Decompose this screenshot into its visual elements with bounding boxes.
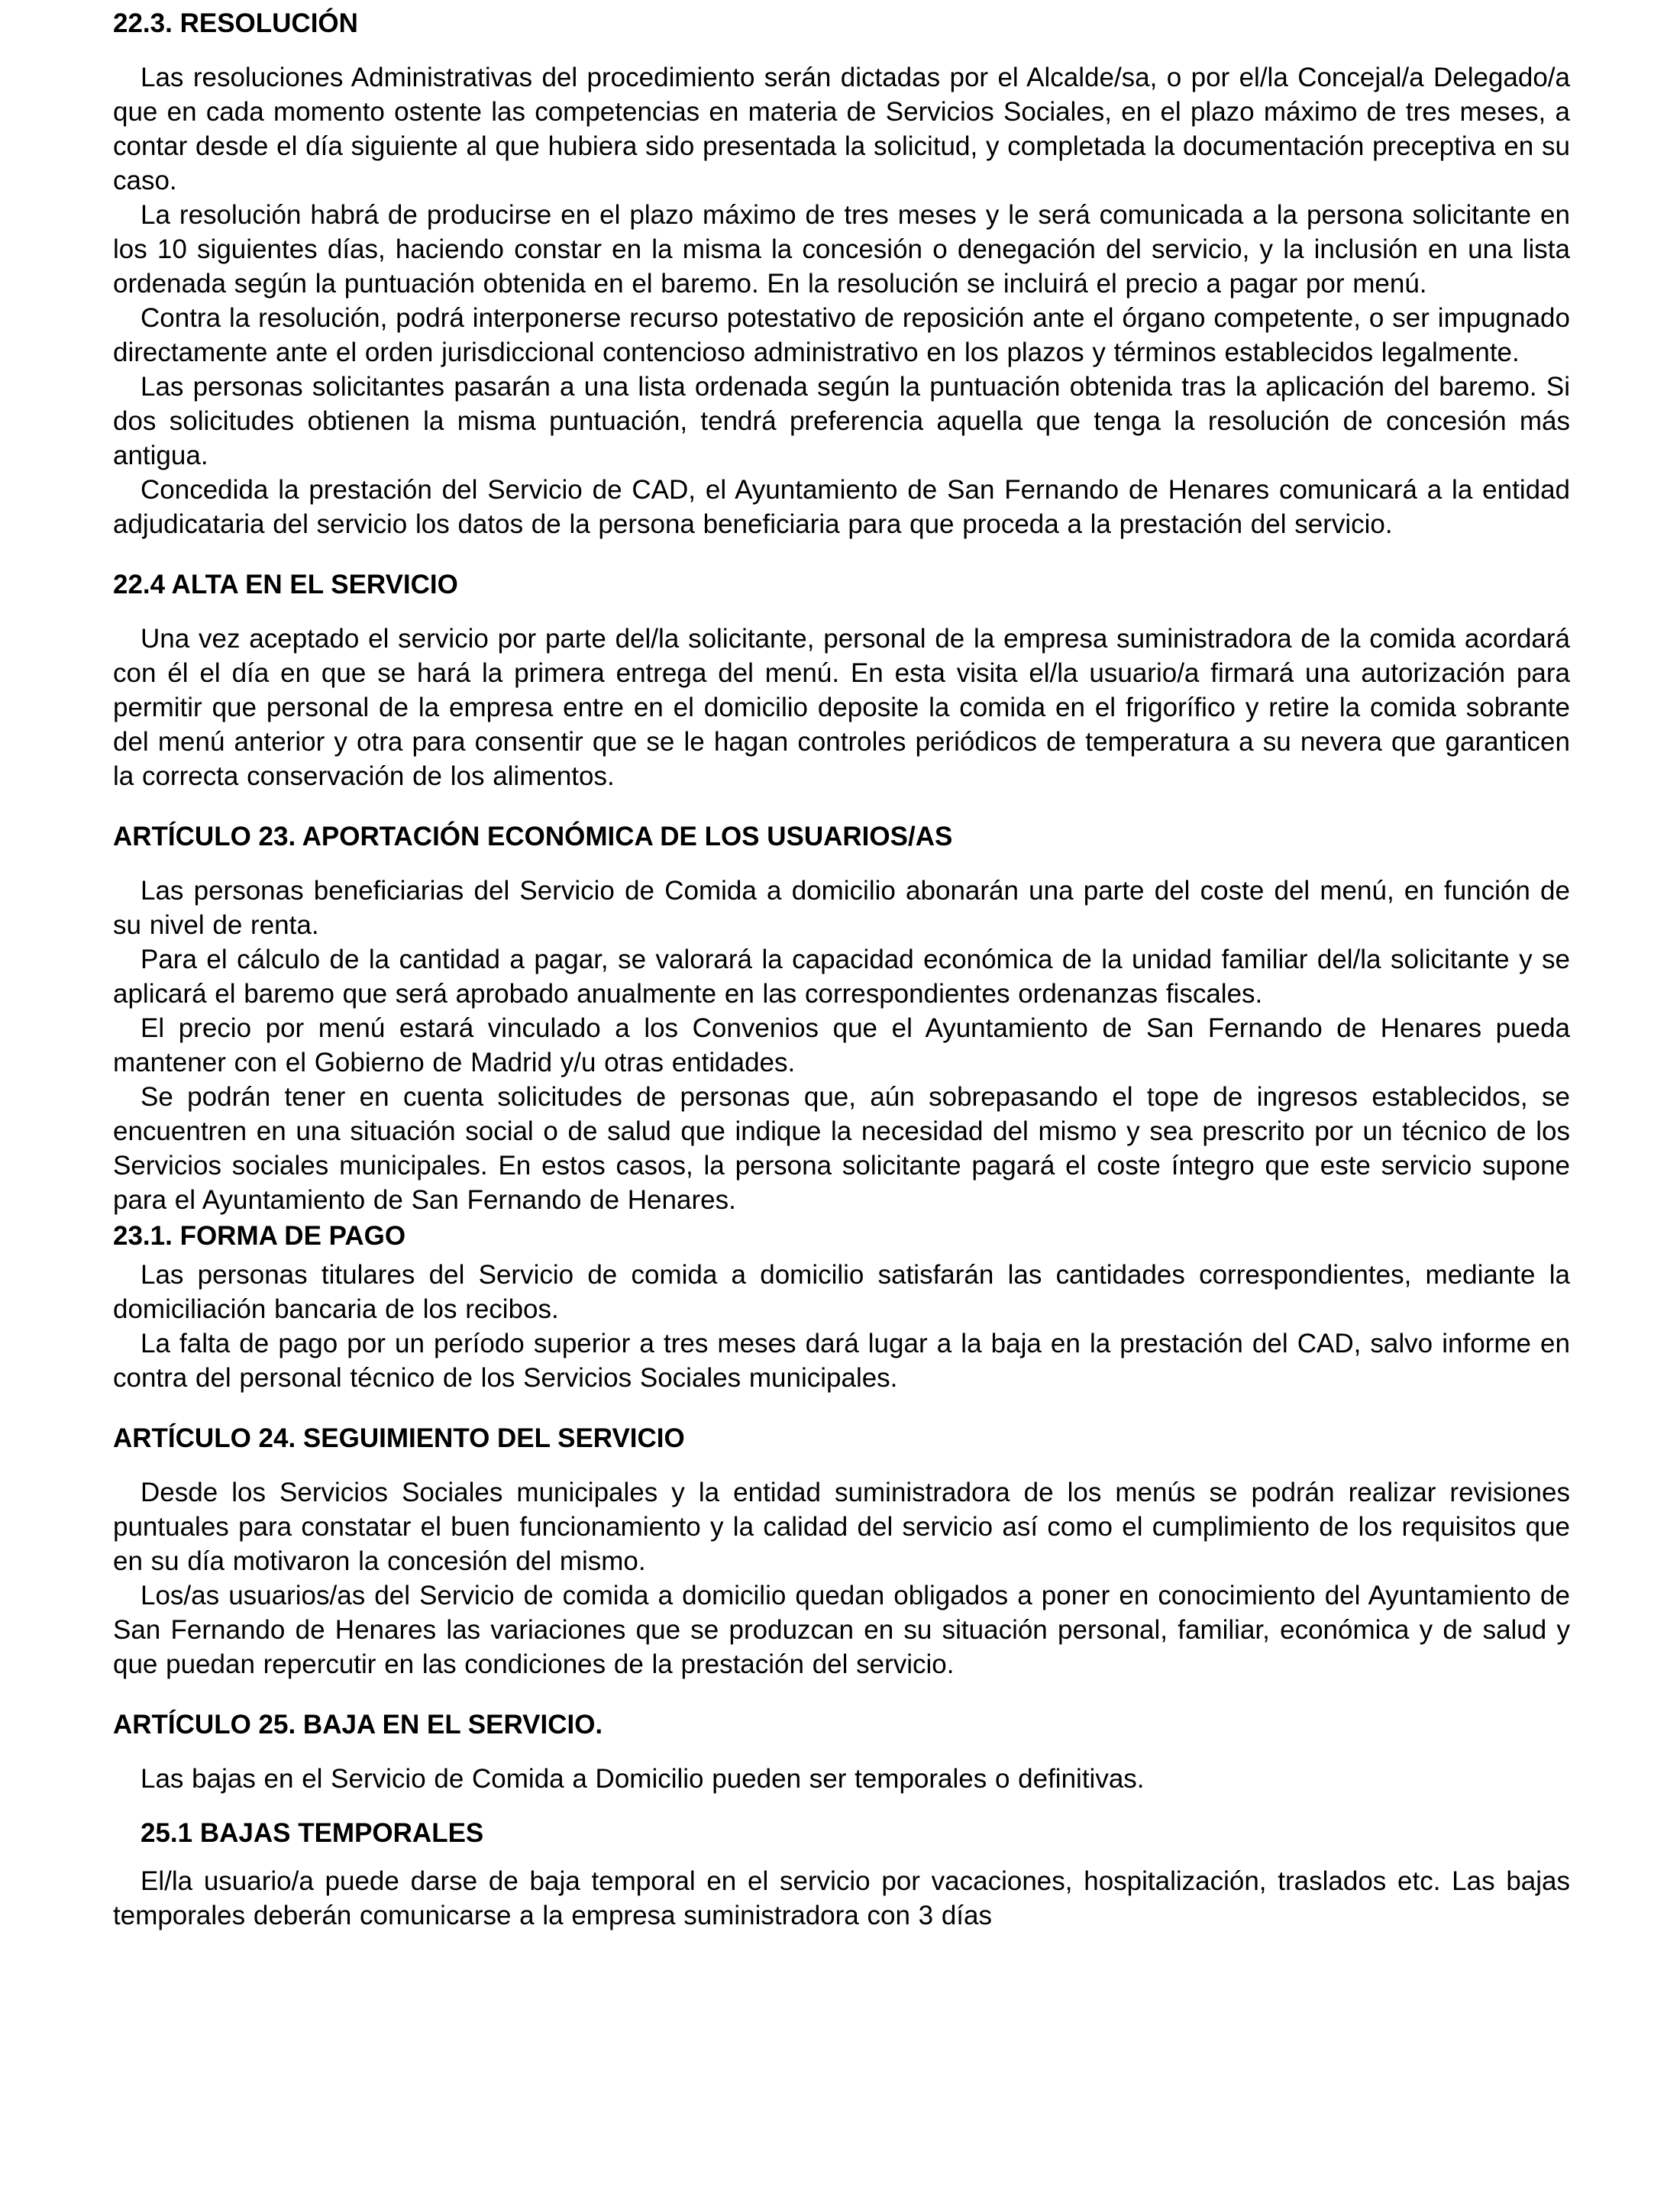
paragraph: Se podrán tener en cuenta solicitudes de personas que, aún sobrepasando el tope de ingresos establecidos, se encuentren en una situación social o de salud que indique la necesidad del mismo y sea prescrito por un técnico de los Servicios sociales municipales. En estos casos, la persona solicitante pagará el coste íntegro que este servicio supone para el Ayuntamiento de San Fernando de Henares. [113, 1082, 1570, 1215]
paragraph: Para el cálculo de la cantidad a pagar, se valorará la capacidad económica de la unidad familiar del/la solicitante y se aplicará el baremo que será aprobado anualmente en las correspondientes ordenanzas fiscales. [113, 945, 1570, 1009]
paragraph: Las personas titulares del Servicio de comida a domicilio satisfarán las cantidades correspondientes, mediante la domiciliación bancaria de los recibos. [113, 1260, 1570, 1324]
paragraph: Las resoluciones Administrativas del procedimiento serán dictadas por el Alcalde/sa, o por el/la Concejal/a Delegado/a que en cada momento ostente las competencias en materia de Servicios Sociales, en el plazo máximo de tres meses, a contar desde el día siguiente al que hubiera sido presentada la solicitud, y completada la documentación preceptiva en su caso. [113, 63, 1570, 195]
paragraph: Las personas beneficiarias del Servicio de Comida a domicilio abonarán una parte del coste del menú, en función de su nivel de renta. [113, 876, 1570, 940]
document-body [113, 6, 1570, 1933]
paragraph: Concedida la prestación del Servicio de CAD, el Ayuntamiento de San Fernando de Henares comunicará a la entidad adjudicataria del servicio los datos de la persona beneficiaria para que proceda a la prestación del servicio. [113, 475, 1570, 539]
section-heading: 23.1. FORMA DE PAGO [113, 1221, 406, 1251]
paragraph: Una vez aceptado el servicio por parte del/la solicitante, personal de la empresa suministradora de la comida acordará con él el día en que se hará la primera entrega del menú. En esta visita el/la usuario/a firmará una autorización para permitir que personal de la empresa entre en el domicilio deposite la comida en el frigorífico y retire la comida sobrante del menú anterior y otra para consentir que se le hagan controles periódicos de temperatura a su nevera que garanticen la correcta conservación de los alimentos. [113, 624, 1570, 791]
section-heading: ARTÍCULO 25. BAJA EN EL SERVICIO. [113, 1710, 603, 1740]
paragraph: Contra la resolución, podrá interponerse recurso potestativo de reposición ante el órgano competente, o ser impugnado directamente ante el orden jurisdiccional contencioso administrativo en los plazos y términos establecidos legalmente. [113, 303, 1570, 367]
section-articulo-25-baja [113, 1707, 1570, 1796]
section-heading: ARTÍCULO 24. SEGUIMIENTO DEL SERVICIO [113, 1423, 685, 1453]
paragraph: Los/as usuarios/as del Servicio de comida a domicilio quedan obligados a poner en conocimiento del Ayuntamiento de San Fernando de Henares las variaciones que se produzcan en su situación personal, familiar, económica y de salud y que puedan repercutir en las condiciones de la prestación del servicio. [113, 1581, 1570, 1679]
section-25-1-bajas-temporales [113, 1816, 1570, 1933]
paragraph: Desde los Servicios Sociales municipales y la entidad suministradora de los menús se podrán realizar revisiones puntuales para constatar el buen funcionamiento y la calidad del servicio así como el cumplimiento de los requisitos que en su día motivaron la concesión del mismo. [113, 1478, 1570, 1576]
section-23-1-forma-de-pago [113, 1219, 1570, 1395]
paragraph: El/la usuario/a puede darse de baja temporal en el servicio por vacaciones, hospitalización, traslados etc. Las bajas temporales deberán comunicarse a la empresa suministradora con 3 días [113, 1866, 1570, 1930]
section-articulo-24-seguimiento [113, 1421, 1570, 1681]
paragraph: La falta de pago por un período superior a tres meses dará lugar a la baja en la prestación del CAD, salvo informe en contra del personal técnico de los Servicios Sociales municipales. [113, 1329, 1570, 1393]
paragraph: La resolución habrá de producirse en el plazo máximo de tres meses y le será comunicada a la persona solicitante en los 10 siguientes días, haciendo constar en la misma la concesión o denegación del servicio, y la inclusión en una lista ordenada según la puntuación obtenida en el baremo. En la resolución se incluirá el precio a pagar por menú. [113, 200, 1570, 299]
section-heading: 22.3. RESOLUCIÓN [113, 8, 358, 38]
paragraph: Las bajas en el Servicio de Comida a Domicilio pueden ser temporales o definitivas. [141, 1764, 1145, 1794]
paragraph: Las personas solicitantes pasarán a una lista ordenada según la puntuación obtenida tras la aplicación del baremo. Si dos solicitudes obtienen la misma puntuación, tendrá preferencia aquella que tenga la resolución de concesión más antigua. [113, 372, 1570, 470]
section-heading: 25.1 BAJAS TEMPORALES [141, 1818, 484, 1848]
paragraph: El precio por menú estará vinculado a los Convenios que el Ayuntamiento de San Fernando de Henares pueda mantener con el Gobierno de Madrid y/u otras entidades. [113, 1013, 1570, 1077]
section-22-3-resolucion [113, 6, 1570, 541]
section-heading: 22.4 ALTA EN EL SERVICIO [113, 570, 458, 599]
section-22-4-alta-en-el-servicio [113, 567, 1570, 793]
section-articulo-23-aportacion-economica [113, 819, 1570, 1217]
section-heading: ARTÍCULO 23. APORTACIÓN ECONÓMICA DE LOS USUARIOS/AS [113, 822, 953, 851]
